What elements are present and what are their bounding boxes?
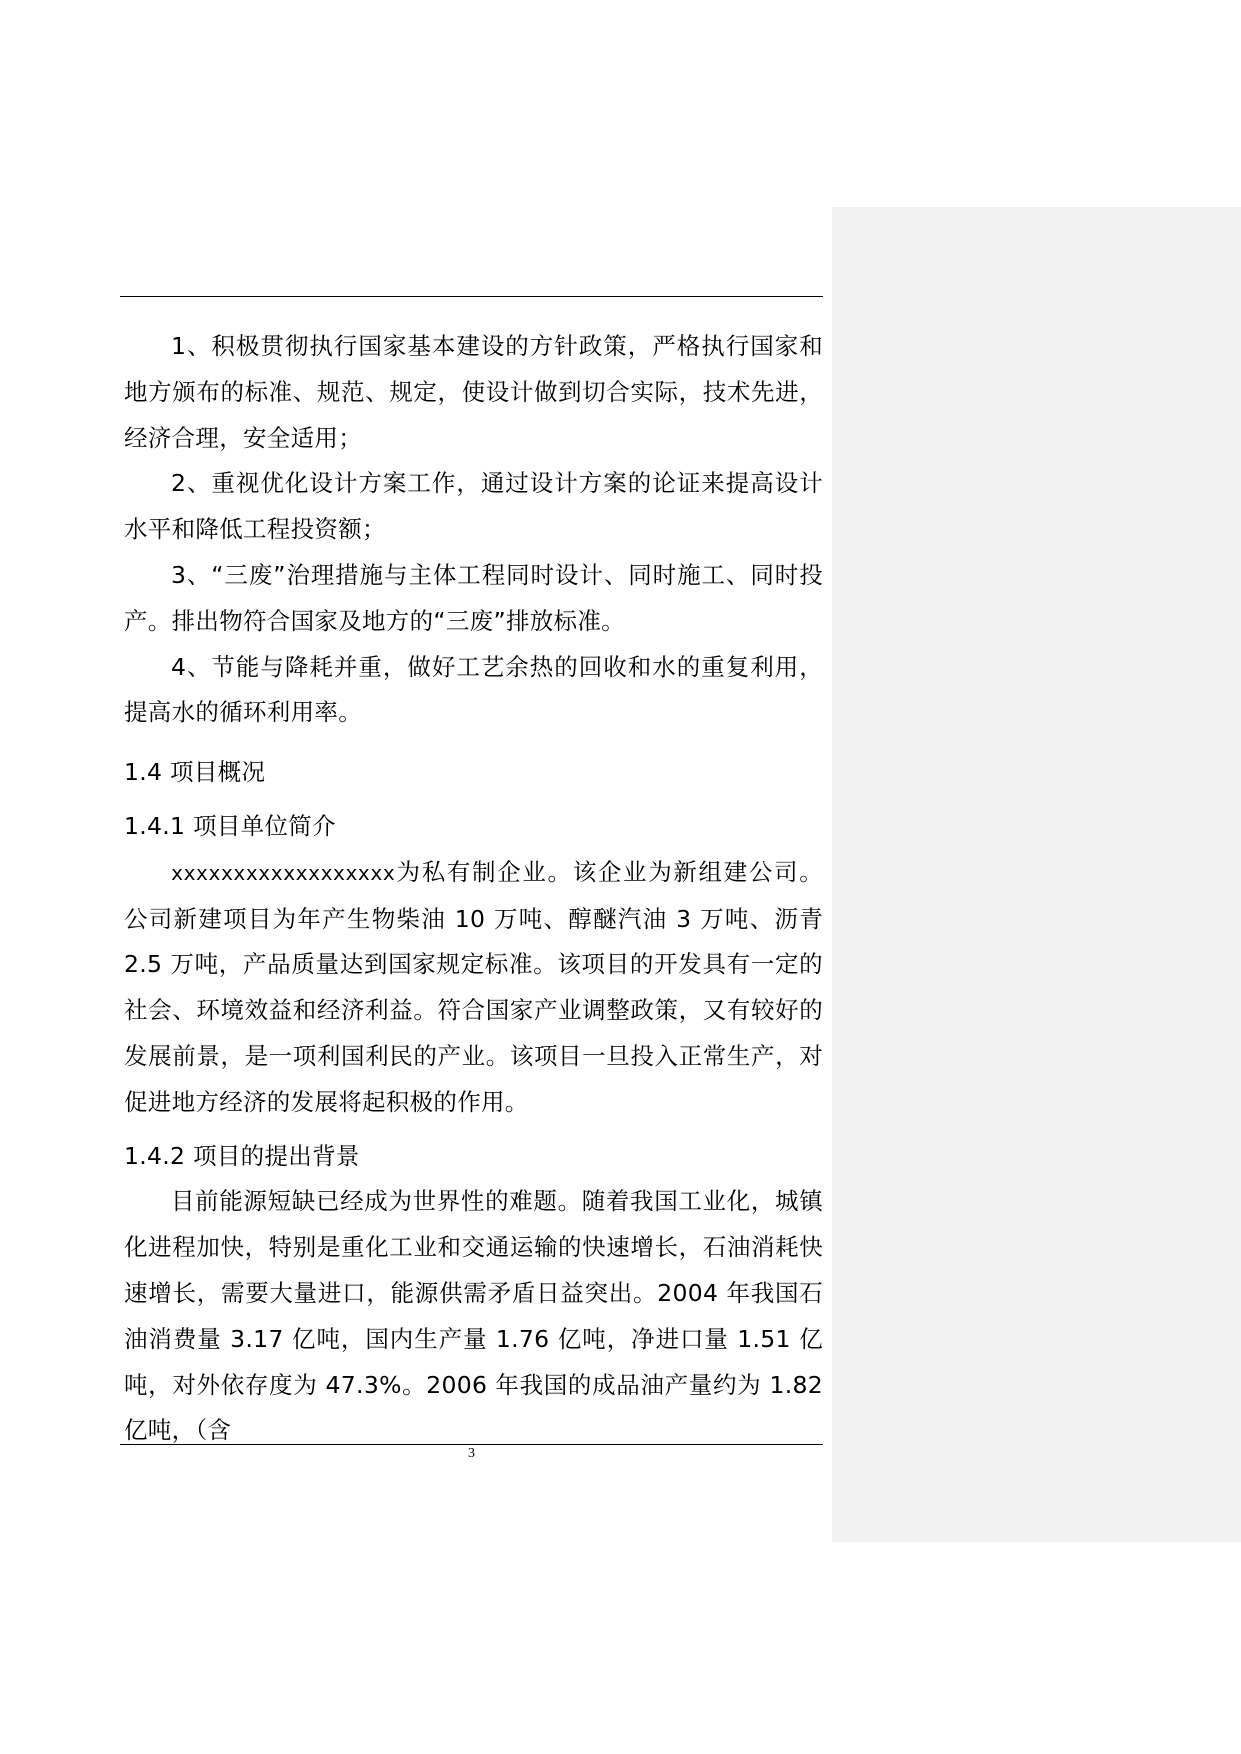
comment-margin-pane <box>832 207 1241 1542</box>
section-heading-1-4-1: 1.4.1 项目单位简介 <box>124 811 336 840</box>
principle-paragraph-1: 1、积极贯彻执行国家基本建设的方针政策，严格执行国家和地方颁布的标准、规范、规定，使设计做到切合实际，技术先进，经济合理，安全适用； <box>124 332 823 452</box>
company-intro-text: 为私有制企业。该企业为新组建公司。公司新建项目为年产生物柴油 10 万吨、醇醚汽油 3 万吨、沥青 2.5 万吨，产品质量达到国家规定标准。该项目的开发具有一定的社会、环境效益和经济利益。符合国家产业调整政策，又有较好的发展前景，是一项利国利民的产业。该项目一旦投入正常生产，对促进地方经济的发展将起积极的作用。 <box>124 857 823 1116</box>
company-intro-paragraph <box>124 850 823 1126</box>
principle-paragraph-2: 2、重视优化设计方案工作，通过设计方案的论证来提高设计水平和降低工程投资额； <box>124 469 823 544</box>
background-paragraph: 目前能源短缺已经成为世界性的难题。随着我国工业化，城镇化进程加快，特别是重化工业和交通运输的快速增长，石油消耗快速增长，需要大量进口，能源供需矛盾日益突出。2004 年我国石油消费量 3.17 亿吨，国内生产量 1.76 亿吨，净进口量 1.51 亿吨，对外依存度为 47.3%。2006 年我国的成品油产量约为 1.82 亿吨，（含 <box>124 1187 823 1445</box>
section-heading-1-4: 1.4 项目概况 <box>124 758 266 787</box>
principle-paragraph-4: 4、节能与降耗并重，做好工艺余热的回收和水的重复利用，提高水的循环利用率。 <box>124 652 823 727</box>
company-name-placeholder: xxxxxxxxxxxxxxxxxx <box>171 860 396 885</box>
section-heading-1-4-2: 1.4.2 项目的提出背景 <box>124 1141 360 1170</box>
page-number: 3 <box>468 1446 475 1461</box>
document-body <box>124 324 823 1454</box>
principle-paragraph-3: 3、“三废”治理措施与主体工程同时设计、同时施工、同时投产。排出物符合国家及地方的“三废”排放标准。 <box>124 560 823 635</box>
header-rule <box>120 296 823 297</box>
